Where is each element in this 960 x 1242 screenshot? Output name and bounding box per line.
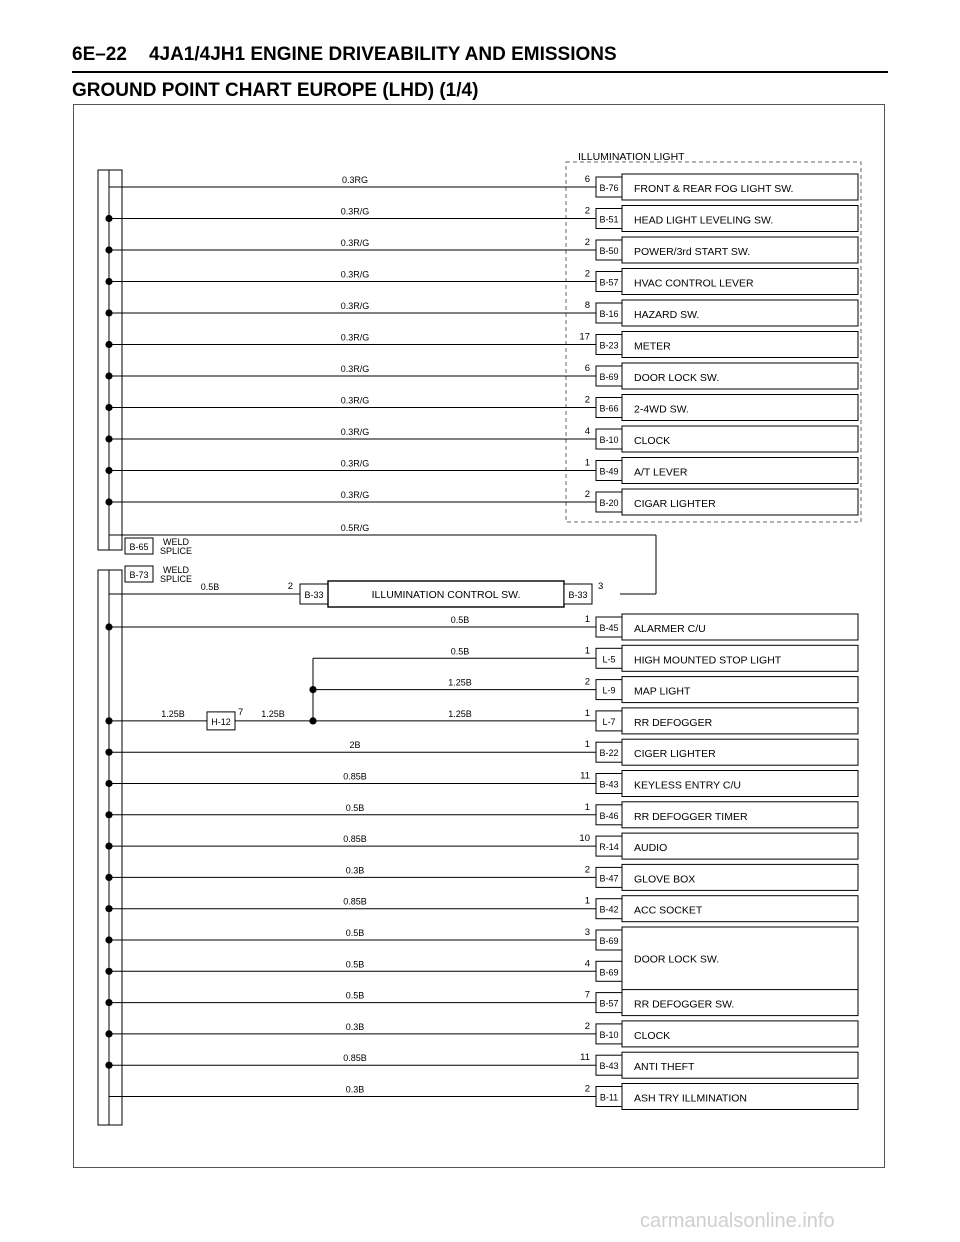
component-label: AUDIO [634, 842, 668, 855]
junction-dot [105, 246, 112, 253]
wire-label: 1.25B [448, 677, 472, 688]
junction-dot [105, 404, 112, 411]
wire-label: 0.3R/G [340, 427, 370, 437]
wire-label: 0.5B [450, 615, 470, 625]
pin-number: 6 [584, 174, 590, 185]
wire-label: 0.5B [345, 802, 365, 813]
pin-number: 11 [580, 770, 590, 782]
splice-label: SPLICE [159, 574, 193, 584]
pin-number: 2 [584, 1083, 590, 1095]
component-label: GLOVE BOX [634, 873, 696, 886]
pin-number: 1 [584, 895, 590, 907]
wire-label: 0.5R/G [340, 523, 370, 533]
component-label: KEYLESS ENTRY C/U [634, 779, 741, 792]
wire-label: 0.3RG [341, 175, 369, 185]
pin-number: 4 [584, 426, 590, 437]
connector-id: B-33 [304, 590, 324, 600]
connector-id: B-16 [599, 309, 619, 319]
junction-dot [105, 623, 112, 630]
connector-id: B-10 [599, 1029, 619, 1040]
wire-label: 0.85B [343, 896, 367, 907]
connector-id: B-57 [599, 277, 619, 288]
junction-dot [309, 717, 316, 724]
wire-label: 0.5B [345, 928, 365, 938]
connector-id: B-69 [599, 936, 619, 946]
pin-number: 1 [584, 801, 590, 813]
junction-dot [105, 780, 112, 787]
junction-dot [105, 1030, 112, 1037]
switch-label: ILLUMINATION CONTROL SW. [371, 589, 521, 601]
component-label: DOOR LOCK SW. [634, 953, 720, 966]
junction-dot [105, 936, 112, 943]
pin-number: 2 [584, 394, 590, 406]
wire-label: 0.5B [345, 990, 365, 1001]
connector-id: B-49 [599, 466, 619, 477]
junction-dot [105, 309, 112, 316]
junction-dot [105, 215, 112, 222]
splice-label: WELD [162, 537, 190, 547]
wire-label: 1.25B [161, 708, 185, 719]
pin-number: 1 [584, 707, 590, 719]
component-label: CLOCK [634, 1029, 671, 1042]
junction-dot [309, 686, 316, 693]
pin-number: 1 [584, 739, 590, 751]
wire-label: 0.3R/G [340, 301, 370, 311]
component-label: ANTI THEFT [634, 1061, 695, 1074]
component-label: ACC SOCKET [634, 904, 703, 917]
pin-number: 2 [584, 489, 590, 500]
wire-label: 1.25B [261, 708, 285, 719]
connector-id: B-42 [599, 904, 619, 915]
connector-id: B-33 [568, 590, 588, 600]
junction-dot [105, 874, 112, 881]
connector-id: B-45 [599, 623, 619, 633]
component-label: FRONT & REAR FOG LIGHT SW. [634, 183, 794, 195]
wire-label: 0.3R/G [340, 364, 370, 374]
component-label: MAP LIGHT [634, 685, 691, 698]
pin-number: 1 [584, 614, 590, 625]
pin-number: 1 [584, 645, 590, 657]
junction-dot [105, 905, 112, 912]
connector-id: L-7 [602, 716, 616, 727]
component-label: POWER/3rd START SW. [634, 246, 751, 258]
wire-label: 0.3R/G [340, 458, 370, 469]
splice-label: SPLICE [159, 546, 193, 556]
connector-id: B-11 [599, 1092, 619, 1103]
component-label: RR DEFOGGER TIMER [634, 810, 748, 823]
connector-id: L-9 [602, 685, 616, 696]
wire-label: 0.5B [345, 959, 365, 970]
connector-id: B-57 [599, 998, 619, 1009]
pin-number: 2 [287, 581, 293, 592]
pin-number: 2 [584, 237, 590, 248]
pin-number: 3 [584, 927, 590, 938]
component-label: 2-4WD SW. [634, 403, 689, 416]
wire-label: 2B [349, 740, 361, 751]
component-label: RR DEFOGGER SW. [634, 998, 735, 1011]
junction-dot [105, 749, 112, 756]
wire-label: 0.3R/G [340, 332, 370, 343]
pin-number: 17 [579, 331, 590, 343]
wire-label: 0.5B [450, 646, 470, 657]
component-label: CLOCK [634, 435, 671, 447]
splice-id: B-65 [129, 542, 149, 552]
pin-number: 2 [584, 676, 590, 688]
connector-id: B-43 [599, 779, 619, 790]
connector-id: B-69 [599, 967, 619, 978]
pin-number: 2 [584, 205, 590, 217]
illumination-bus-bar [98, 170, 122, 550]
chart-title: GROUND POINT CHART EUROPE (LHD) (1/4) [72, 80, 479, 101]
wire-label: 0.3R/G [340, 395, 370, 406]
pin-number: 6 [584, 363, 590, 374]
component-label: CIGER LIGHTER [634, 748, 716, 761]
pin-number: 4 [584, 958, 590, 970]
pin-number: 11 [580, 1052, 590, 1064]
junction-dot [105, 435, 112, 442]
pin-number: 2 [584, 864, 590, 876]
component-label: HVAC CONTROL LEVER [634, 277, 754, 290]
wire-label: 0.3B [345, 1084, 365, 1095]
pin-number: 2 [584, 1020, 590, 1032]
connector-id: B-66 [599, 403, 619, 414]
component-label: A/T LEVER [634, 466, 688, 479]
component-label: RR DEFOGGER [634, 716, 713, 729]
junction-dot [105, 811, 112, 818]
connector-id: B-69 [599, 372, 619, 382]
pin-number: 2 [584, 268, 590, 280]
illumination-group-label: ILLUMINATION LIGHT [578, 151, 685, 163]
component-label: METER [634, 340, 671, 353]
connector-id: B-10 [599, 435, 619, 445]
component-label: ASH TRY ILLMINATION [634, 1092, 748, 1105]
connector-id: L-5 [602, 654, 616, 665]
component-label: HIGH MOUNTED STOP LIGHT [634, 654, 782, 667]
section-title: 4JA1/4JH1 ENGINE DRIVEABILITY AND EMISSIONS [148, 44, 617, 65]
pin-number: 3 [598, 581, 604, 592]
component-label: HAZARD SW. [634, 309, 700, 321]
junction-dot [105, 1062, 112, 1069]
junction-dot [105, 498, 112, 505]
junction-dot [105, 968, 112, 975]
component-label: CIGAR LIGHTER [634, 498, 716, 510]
junction-dot [105, 278, 112, 285]
junction-dot [105, 341, 112, 348]
junction-dot [105, 999, 112, 1006]
wire-label: 0.3B [345, 1021, 365, 1032]
connector-id: B-43 [599, 1061, 619, 1072]
splice-label: WELD [162, 565, 190, 575]
junction-dot [105, 372, 112, 379]
connector-id: B-23 [599, 340, 619, 351]
junction-dot [105, 717, 112, 724]
splice-id: B-73 [129, 570, 149, 580]
connector-id: B-47 [599, 873, 619, 884]
wire-label: 0.3R/G [340, 238, 370, 248]
connector-id: R-14 [599, 842, 619, 853]
pin-number: 7 [238, 706, 244, 718]
wire-label: 1.25B [448, 708, 472, 719]
component-label: HEAD LIGHT LEVELING SW. [634, 214, 774, 227]
connector-id: B-20 [599, 498, 619, 508]
wire-label: 0.85B [343, 771, 367, 782]
pin-number: 10 [579, 833, 590, 845]
pin-number: 7 [584, 989, 590, 1001]
connector-id: B-50 [599, 246, 619, 256]
wire-label: 0.85B [343, 1053, 367, 1064]
pin-number: 1 [584, 457, 590, 469]
connector-id: B-76 [599, 183, 619, 193]
component-label: ALARMER C/U [634, 623, 706, 635]
junction-dot [105, 843, 112, 850]
connector-id: B-51 [599, 214, 619, 225]
connector-id: B-22 [599, 748, 619, 759]
watermark: carmanualsonline.info [640, 1210, 835, 1232]
pin-number: 8 [584, 300, 590, 311]
wire-label: 0.3R/G [340, 206, 370, 217]
wire-label: 0.85B [343, 834, 367, 845]
connector-id: B-46 [599, 810, 619, 821]
page-number: 6E–22 [72, 44, 127, 65]
wire-label: 0.3B [345, 865, 365, 876]
wire-label: 0.3R/G [340, 490, 370, 500]
wire-label: 0.3R/G [340, 269, 370, 280]
connector-id: H-12 [211, 716, 231, 727]
component-label: DOOR LOCK SW. [634, 372, 720, 384]
junction-dot [105, 467, 112, 474]
wire-label: 0.5B [200, 582, 220, 592]
